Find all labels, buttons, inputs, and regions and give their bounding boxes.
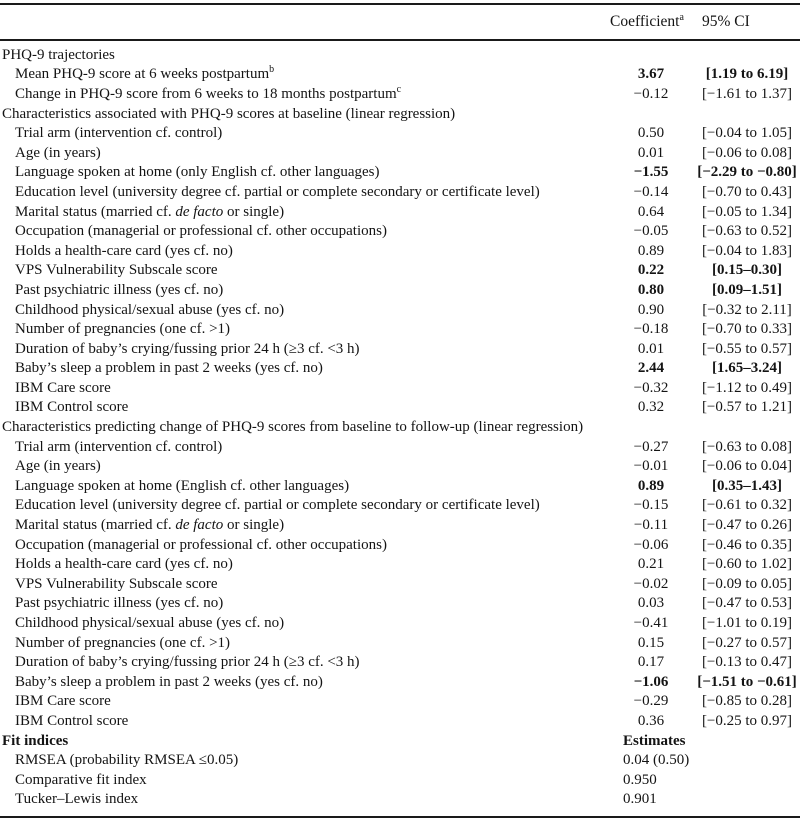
table-row [0, 359, 800, 379]
row-label: Tucker–Lewis index [15, 791, 139, 808]
row-label: PHQ-9 trajectories [2, 46, 115, 63]
ci-cell: [−0.60 to 1.02] [701, 556, 793, 573]
table-row [0, 261, 800, 281]
table-row [0, 379, 800, 399]
table-row [0, 143, 800, 163]
table-row [0, 555, 800, 575]
row-label: Education level (university degree cf. partial or complete secondary or certificate level) [15, 497, 540, 514]
table-row [0, 222, 800, 242]
ci-cell: [0.09–1.51] [712, 281, 782, 298]
coefficient-cell: 0.01 [637, 144, 665, 161]
ci-header-label: 95% CI [702, 13, 750, 30]
row-label: IBM Care score [15, 693, 111, 710]
table-row [0, 281, 800, 301]
ci-cell: [−0.55 to 0.57] [701, 340, 793, 357]
row-label: Trial arm (intervention cf. control) [15, 125, 223, 142]
table-row [0, 653, 800, 673]
table-row [0, 241, 800, 261]
row-label: Language spoken at home (only English cf. other languages) [15, 164, 380, 181]
coefficient-cell: 0.21 [637, 556, 665, 573]
coefficient-cell: −1.06 [633, 673, 669, 690]
coefficient-cell: 0.90 [637, 301, 665, 318]
table-row [0, 320, 800, 340]
coefficient-cell: −0.01 [633, 458, 669, 475]
table-row [0, 202, 800, 222]
table-row [0, 673, 800, 693]
coefficient-cell: 2.44 [637, 360, 665, 377]
row-label: IBM Care score [15, 379, 111, 396]
coefficient-cell: −0.32 [633, 379, 669, 396]
ci-cell: [−0.32 to 2.11] [702, 301, 792, 318]
ci-cell: [−0.46 to 0.35] [701, 536, 793, 553]
coefficient-header-label: Coefficient [610, 13, 680, 30]
row-label: VPS Vulnerability Subscale score [15, 262, 218, 279]
coefficient-cell: 0.03 [637, 595, 665, 612]
table-row [0, 770, 800, 790]
coefficient-cell: 3.67 [637, 66, 665, 83]
table-row [0, 163, 800, 183]
coefficient-cell: 0.32 [637, 399, 665, 416]
bottom-rule [0, 816, 800, 818]
coefficient-cell: −0.14 [633, 183, 669, 200]
ci-cell: [−2.29 to −0.80] [697, 164, 797, 181]
ci-cell: [−0.63 to 0.08] [701, 438, 793, 455]
table-row [0, 300, 800, 320]
table-row [0, 633, 800, 653]
row-label: Language spoken at home (English cf. other languages) [15, 477, 350, 494]
section-row [0, 104, 800, 124]
ci-cell: [−0.09 to 0.05] [701, 575, 793, 592]
row-label: Holds a health-care card (yes cf. no) [15, 242, 233, 259]
row-label: IBM Control score [15, 712, 129, 729]
ci-cell: [0.35–1.43] [712, 477, 782, 494]
table-row [0, 65, 800, 85]
row-label: Marital status (married cf. de facto or single) [15, 517, 285, 534]
coefficient-cell: 0.36 [637, 712, 665, 729]
row-label: Characteristics associated with PHQ-9 scores at baseline (linear regression) [2, 105, 456, 122]
row-label: Number of pregnancies (one cf. >1) [15, 634, 231, 651]
row-label: Fit indices [2, 732, 69, 749]
section-row [0, 46, 800, 66]
ci-cell: [0.15–0.30] [712, 262, 782, 279]
estimate-cell: 0.950 [623, 771, 657, 788]
row-label: Childhood physical/sexual abuse (yes cf. no) [15, 615, 285, 632]
table-row [0, 712, 800, 732]
coefficient-cell: 0.17 [637, 654, 665, 671]
row-label: VPS Vulnerability Subscale score [15, 575, 218, 592]
ci-cell: [1.19 to 6.19] [705, 66, 789, 83]
row-label: Age (in years) [15, 144, 101, 161]
ci-cell: [−0.05 to 1.34] [701, 203, 793, 220]
ci-cell: [−0.85 to 0.28] [701, 693, 793, 710]
table-row [0, 614, 800, 634]
ci-cell: [−0.25 to 0.97] [701, 712, 793, 729]
coefficient-cell: 0.80 [637, 281, 665, 298]
coefficient-cell: 0.22 [637, 262, 665, 279]
ci-cell: [−0.06 to 0.08] [701, 144, 793, 161]
coefficient-cell: −0.18 [633, 321, 669, 338]
row-label: Past psychiatric illness (yes cf. no) [15, 281, 224, 298]
ci-cell: [−0.04 to 1.83] [701, 242, 793, 259]
ci-cell: [−0.47 to 0.53] [701, 595, 793, 612]
coefficient-cell: −0.11 [633, 517, 669, 534]
table-row [0, 457, 800, 477]
ci-cell: [−0.06 to 0.04] [701, 458, 793, 475]
estimate-cell: 0.04 (0.50) [623, 752, 690, 769]
ci-column-header [694, 13, 800, 31]
coefficient-cell: 0.15 [637, 634, 665, 651]
ci-cell: [−0.61 to 0.32] [701, 497, 793, 514]
row-label: Holds a health-care card (yes cf. no) [15, 556, 233, 573]
ci-cell: [−1.01 to 0.19] [701, 615, 793, 632]
row-label: IBM Control score [15, 399, 129, 416]
table-row [0, 692, 800, 712]
row-label: Childhood physical/sexual abuse (yes cf. no) [15, 301, 285, 318]
row-label: Number of pregnancies (one cf. >1) [15, 321, 231, 338]
ci-cell: [−0.04 to 1.05] [701, 125, 793, 142]
coefficient-column-header [608, 13, 694, 31]
ci-cell: [−1.51 to −0.61] [697, 673, 797, 690]
row-label: Mean PHQ-9 score at 6 weeks postpartum$^b$ [15, 64, 275, 83]
table-header [0, 5, 800, 39]
coefficient-cell: −0.05 [633, 223, 669, 240]
ci-cell: [−0.13 to 0.47] [701, 654, 793, 671]
table-row [0, 477, 800, 497]
row-label: Change in PHQ-9 score from 6 weeks to 18 months postpartum$^c$ [15, 83, 402, 102]
table-row [0, 339, 800, 359]
table-row [0, 437, 800, 457]
ci-cell: [−0.27 to 0.57] [701, 634, 793, 651]
coefficient-header-footnote: a [679, 11, 684, 23]
coefficient-cell: −1.55 [633, 164, 669, 181]
row-label: Marital status (married cf. de facto or single) [15, 203, 285, 220]
table-row [0, 496, 800, 516]
ci-cell: [−0.70 to 0.43] [701, 183, 793, 200]
table-row [0, 398, 800, 418]
row-label: RMSEA (probability RMSEA ≤0.05) [15, 752, 239, 769]
ci-cell: [−0.47 to 0.26] [701, 517, 793, 534]
table-row [0, 751, 800, 771]
coefficient-cell: −0.29 [633, 693, 669, 710]
coefficient-cell: −0.06 [633, 536, 669, 553]
table-row [0, 575, 800, 595]
ci-cell: [−0.63 to 0.52] [701, 223, 793, 240]
row-label: Education level (university degree cf. partial or complete secondary or certificate level) [15, 183, 540, 200]
ci-cell: [−0.57 to 1.21] [701, 399, 793, 416]
coefficient-cell: −0.02 [633, 575, 669, 592]
row-label: Comparative fit index [15, 771, 147, 788]
table-row [0, 594, 800, 614]
coefficient-cell: −0.27 [633, 438, 669, 455]
coefficient-cell: −0.12 [633, 85, 669, 102]
coefficient-cell: 0.89 [637, 242, 665, 259]
row-label: Baby’s sleep a problem in past 2 weeks (yes cf. no) [15, 673, 323, 690]
table-row [0, 790, 800, 810]
row-label: Past psychiatric illness (yes cf. no) [15, 595, 224, 612]
section-row [0, 418, 800, 438]
estimate-cell: Estimates [623, 732, 686, 749]
row-label: Characteristics predicting change of PHQ-9 scores from baseline to follow-up (linear regression) [2, 419, 584, 436]
table-row [0, 535, 800, 555]
row-label: Occupation (managerial or professional cf. other occupations) [15, 223, 387, 240]
coefficient-cell: 0.01 [637, 340, 665, 357]
row-label: Baby’s sleep a problem in past 2 weeks (yes cf. no) [15, 360, 323, 377]
table-row [0, 85, 800, 105]
ci-cell: [1.65–3.24] [712, 360, 782, 377]
coefficient-cell: −0.41 [633, 615, 669, 632]
ci-cell: [−1.12 to 0.49] [701, 379, 793, 396]
table-body [0, 41, 800, 810]
row-label: Duration of baby’s crying/fussing prior 24 h (≥3 cf. <3 h) [15, 654, 360, 671]
ci-cell: [−0.70 to 0.33] [701, 321, 793, 338]
row-label: Duration of baby’s crying/fussing prior 24 h (≥3 cf. <3 h) [15, 340, 360, 357]
row-label: Trial arm (intervention cf. control) [15, 438, 223, 455]
coefficient-cell: −0.15 [633, 497, 669, 514]
coefficient-cell: 0.50 [637, 125, 665, 142]
table-row [0, 183, 800, 203]
table-row [0, 516, 800, 536]
row-label: Age (in years) [15, 458, 101, 475]
ci-cell: [−1.61 to 1.37] [701, 85, 793, 102]
section-row [0, 731, 800, 751]
estimate-cell: 0.901 [623, 791, 657, 808]
coefficient-cell: 0.89 [637, 477, 665, 494]
row-label: Occupation (managerial or professional cf. other occupations) [15, 536, 387, 553]
table-row [0, 124, 800, 144]
coefficient-cell: 0.64 [637, 203, 665, 220]
